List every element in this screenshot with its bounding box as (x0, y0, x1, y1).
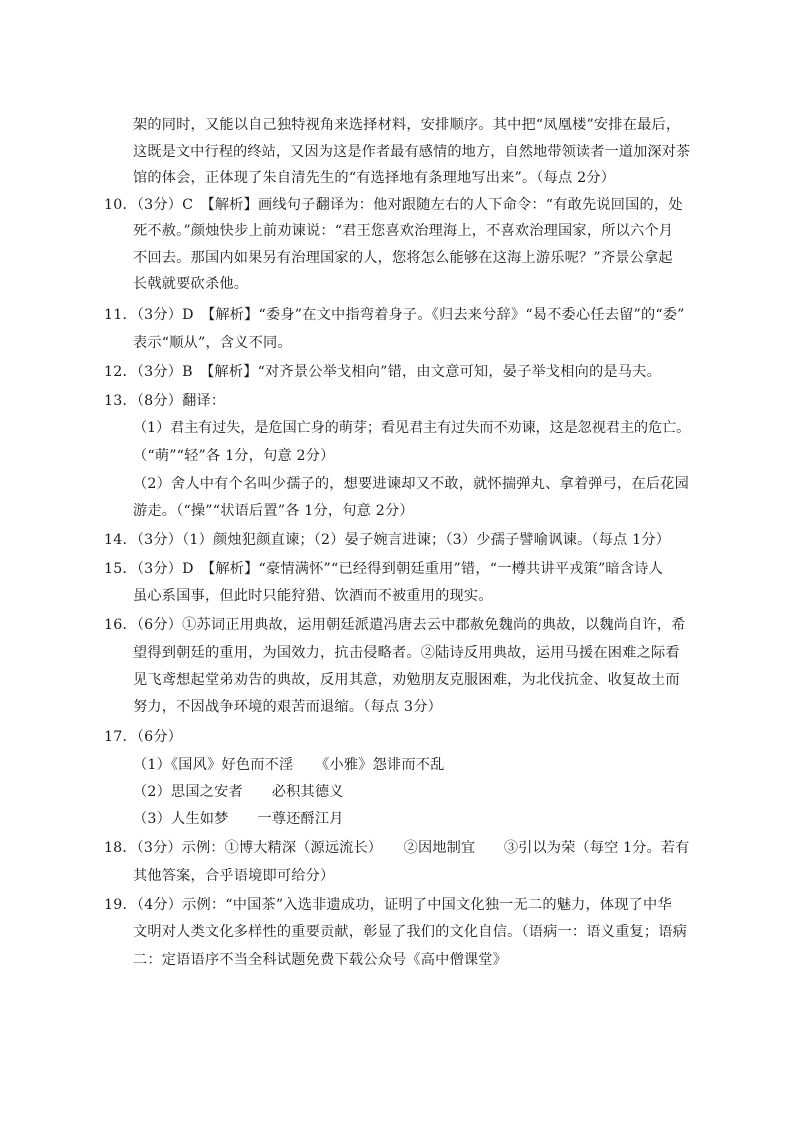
answer-12: 12．（3分）B 【解析】“对齐景公举戈相向”错，由文意可知，晏子举戈相向的是马夫。 (104, 364, 661, 380)
text-line: 见飞鸢想起堂弟劝告的典故，反用其意，劝勉朋友克服困难，为北伐抗金、收复故土而 (133, 672, 680, 688)
answer-15: 15．（3分）D 【解析】“豪情满怀”“已经得到朝廷重用”错，“一樽共讲平戎策”暗含诗人 (104, 561, 663, 577)
text-line: 虽心系国事，但此时只能狩猎、饮酒而不被重用的现实。 (133, 588, 493, 604)
answer-10: 10．（3分）C 【解析】画线句子翻译为：他对跟随左右的人下命令：“有敢先说回国的，处 (104, 197, 683, 213)
text-line: 这既是文中行程的终站，又因为这是作者最有感情的地方，自然地带领读者一道加深对茶 (133, 144, 691, 160)
text-line: （2）舍人中有个名叫少孺子的，想要进谏却又不敢，就怀揣弹丸、拿着弹弓，在后花园 (133, 476, 689, 492)
text-line: 架的同时，又能以自己独特视角来选择材料，安排顺序。其中把“凤凰楼”安排在最后， (133, 117, 681, 133)
text-line: 二：定语语序不当全科试题免费下载公众号《高中僧课堂》 (133, 952, 508, 968)
text-line: 不回去。那国内如果另有治理国家的人，您将怎么能够在这海上游乐呢？”齐景公拿起 (133, 250, 673, 266)
text-line: （“萌”“轻”各 1分，句意 2分） (133, 448, 335, 464)
answer-13: 13．（8分）翻译： (104, 393, 226, 409)
text-line: （1）君主有过失，是危国亡身的萌芽；看见君主有过失而不劝谏，这是忽视君主的危亡。 (133, 420, 691, 436)
text-line: （3）人生如梦 一尊还酹江月 (133, 811, 344, 827)
text-line: （1）《国风》好色而不淫 《小雅》怨诽而不乱 (133, 757, 445, 773)
text-line: 死不赦。”颜烛快步上前劝谏说：“君王您喜欢治理海上，不喜欢治理国家，所以六个月 (133, 223, 674, 239)
answer-17: 17．（6分） (104, 729, 183, 745)
text-line: （2）思国之安者 必积其德义 (133, 784, 344, 800)
text-line: 馆的体会，正体现了朱自清先生的“有选择地有条理地写出来”。（每点 2分） (133, 170, 616, 186)
text-line: 文明对人类文化多样性的重要贡献，彰显了我们的文化自信。（语病一：语义重复；语病 (133, 924, 688, 940)
text-line: 努力，不因战争环境的艰苦而退缩。（每点 3分） (133, 699, 442, 715)
answer-11: 11．（3分）D 【解析】“委身”在文中指弯着身子。《归去来兮辞》“曷不委心任去留”的“委” (104, 307, 685, 323)
answer-14: 14．（3分）（1）颜烛犯颜直谏；（2）晏子婉言进谏；（3）少孺子譬喻讽谏。（每点 1分） (104, 532, 671, 548)
text-line: 表示“顺从”，含义不同。 (133, 335, 292, 351)
text-line: 其他答案，合乎语境即可给分） (133, 868, 335, 884)
answer-18: 18．（3分）示例：①博大精深（源远流长） ②因地制宜 ③引以为荣（每空 1分。若有 (104, 840, 690, 856)
answer-16: 16．（6分）①苏词正用典故，运用朝廷派遣冯唐去云中郡赦免魏尚的典故，以魏尚自许，希 (104, 617, 686, 633)
text-line: 长戟就要砍杀他。 (133, 276, 249, 292)
answer-19: 19．（4分）示例：“中国茶”入选非遗成功，证明了中国文化独一无二的魅力，体现了中华 (104, 897, 672, 913)
text-line: 游走。（“操”“状语后置”各 1分，句意 2分） (133, 503, 414, 519)
text-line: 望得到朝廷的重用，为国效力，抗击侵略者。②陆诗反用典故，运用马援在困难之际看 (133, 645, 680, 661)
